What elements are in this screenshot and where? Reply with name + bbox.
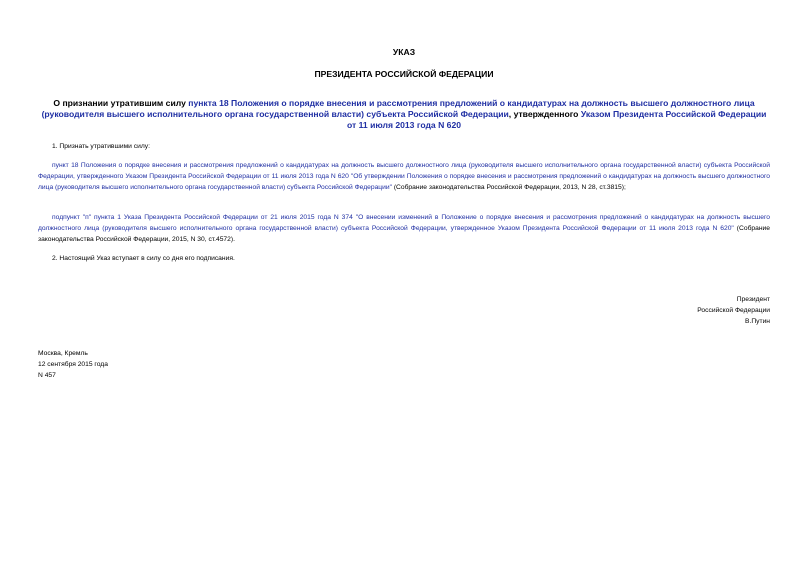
paragraph-1: 1. Признать утратившими силу: — [52, 143, 150, 150]
document-title — [38, 98, 770, 131]
signature-title: Президент — [736, 296, 770, 303]
paragraph-clause-18 — [38, 160, 770, 193]
paragraph-2: 2. Настоящий Указ вступает в силу со дня его подписания. — [52, 255, 235, 262]
document-type: УКАЗ — [392, 47, 416, 57]
title-middle: , утвержденного — [508, 109, 581, 119]
title-link-clause[interactable]: пункта 18 Положения о порядке внесения и рассмотрения предложений о кандидатурах на должность высшего должностного лица (руководителя высшего исполнительного органа государственной власти) субъекта Российской Федерации — [41, 98, 755, 119]
clause-18-source: (Собрание законодательства Российской Федерации, 2013, N 28, ст.3815); — [391, 184, 626, 191]
subclause-p-source: (Собрание законодательства Российской Федерации, 2015, N 30, ст.4572). — [38, 225, 770, 243]
subclause-p-link[interactable]: подпункт "п" пункта 1 Указа Президента Российской Федерации от 21 июля 2015 года N 374 "О внесении изменений в Положение о порядке внесения и рассмотрения предложений о кандидатурах на должность высшего должностного лица (руководителя высшего исполнительного органа государственной власти) субъекта Российской Федерации, утвержденное Указом Президента Российской Федерации от 11 июля 2013 года N 620" — [38, 214, 770, 232]
document-footer — [38, 348, 108, 381]
signature-block — [570, 294, 770, 327]
title-link-decree[interactable]: Указом Президента Российской Федерации от 11 июля 2013 года N 620 — [346, 109, 767, 130]
signature-country: Российской Федерации — [697, 307, 770, 314]
paragraph-subclause-p — [38, 212, 770, 245]
title-prefix: О признании утратившим силу — [53, 98, 189, 108]
signing-date: 12 сентября 2015 года — [38, 361, 108, 368]
clause-18-link[interactable]: пункт 18 Положения о порядке внесения и рассмотрения предложений о кандидатурах на должность высшего должностного лица (руководителя высшего исполнительного органа государственной власти) субъекта Российской Федерации, утвержденного Указом Президента Российской Федерации от 11 июля 2013 года N 620 "Об утверждении Положения о порядке внесения и рассмотрения предложений о кандидатурах на должность высшего должностного лица (руководителя высшего исполнительного органа государственной власти) субъекта Российской Федерации" — [38, 162, 770, 191]
document-number: N 457 — [38, 372, 56, 379]
document-issuer: ПРЕЗИДЕНТА РОССИЙСКОЙ ФЕДЕРАЦИИ — [314, 69, 494, 79]
signature-name: В.Путин — [745, 318, 770, 325]
signing-place: Москва, Кремль — [38, 350, 88, 357]
